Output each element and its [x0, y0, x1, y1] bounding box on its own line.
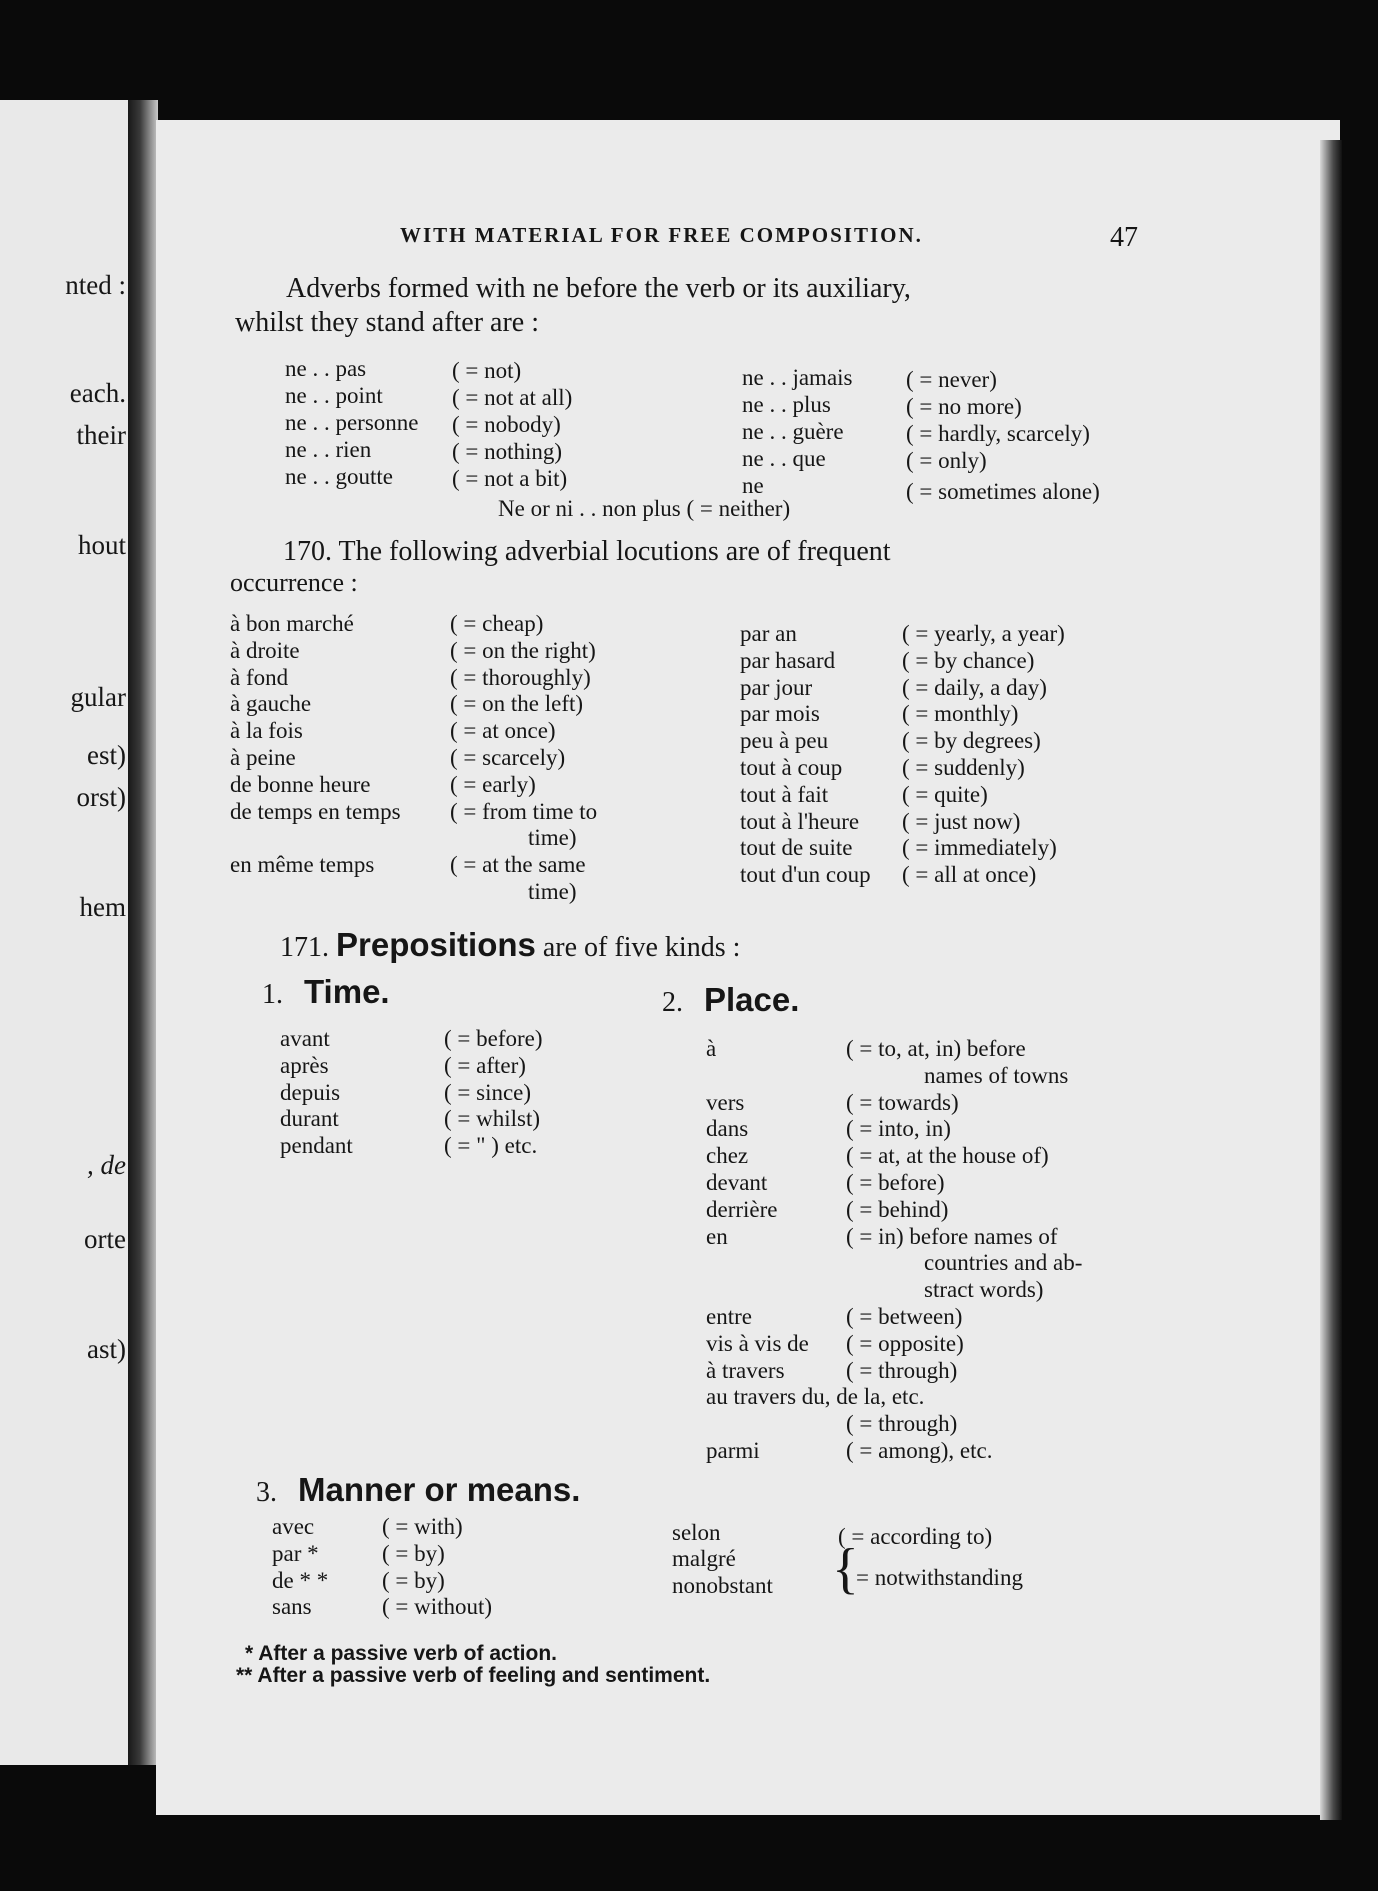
left-fragment: their — [76, 420, 126, 450]
entry-term: à travers — [706, 1357, 785, 1383]
entry-meaning: ( = on the left) — [450, 691, 584, 717]
entry-meaning: ( = at the same — [450, 852, 586, 878]
entry-meaning: ( = thoroughly) — [450, 664, 591, 690]
ne-term: ne . . jamais — [742, 365, 853, 390]
ne-term: ne . . rien — [285, 437, 372, 462]
entry-meaning: ( = on the right) — [450, 637, 596, 663]
entry-meaning: ( = by degrees) — [902, 728, 1041, 754]
entry-term: à — [706, 1036, 717, 1061]
entry-term: peu à peu — [740, 728, 829, 754]
entry-term: à fond — [230, 664, 289, 690]
entry-meaning: ( = by chance) — [902, 647, 1035, 673]
ne-term: ne . . point — [285, 383, 383, 408]
manner-meaning: ( = according to) — [838, 1524, 993, 1549]
entry-meaning: ( = among), etc. — [846, 1438, 993, 1463]
entry-term: derrière — [706, 1196, 778, 1222]
place-heading — [662, 983, 799, 1020]
entry-meaning: stract words) — [924, 1277, 1044, 1303]
entry-term: à bon marché — [230, 611, 354, 636]
ne-meaning: ( = never) — [906, 367, 997, 392]
entry-term: à gauche — [230, 691, 312, 717]
footnote: * After a passive verb of action. — [245, 1642, 557, 1665]
entry-meaning: ( = through) — [846, 1411, 958, 1437]
entry-term: par mois — [740, 701, 820, 727]
entry-term: de bonne heure — [230, 771, 371, 797]
entry-meaning: ( = after) — [444, 1052, 526, 1078]
entry-term: de temps en temps — [230, 798, 401, 824]
entry-meaning: ( = behind) — [846, 1196, 949, 1222]
entry-meaning: ( = between) — [846, 1304, 963, 1329]
entry-term: chez — [706, 1143, 749, 1169]
entry-term: au travers du, de la, etc. — [706, 1384, 925, 1410]
entry-meaning: ( = at once) — [450, 718, 556, 744]
running-header: WITH MATERIAL FOR FREE COMPOSITION. — [400, 223, 923, 247]
entry-meaning: ( = by) — [382, 1567, 445, 1593]
entry-meaning: ( = all at once) — [902, 862, 1037, 888]
manner-title: Manner or means. — [298, 1471, 581, 1508]
entry-meaning: time) — [528, 825, 577, 851]
entry-meaning: ( = just now) — [902, 808, 1021, 834]
ne-term: ne . . plus — [742, 392, 831, 417]
entry-meaning: names of towns — [924, 1062, 1069, 1088]
entry-meaning: ( = into, in) — [846, 1116, 951, 1142]
entry-term: en même temps — [230, 852, 375, 878]
left-page-fragment — [0, 100, 130, 1765]
left-fragment: hout — [77, 530, 126, 560]
entry-term: dans — [706, 1116, 749, 1142]
place-number: 2. — [662, 987, 683, 1018]
entry-meaning: ( = daily, a day) — [902, 674, 1047, 700]
entry-meaning: ( = through) — [846, 1357, 958, 1383]
time-number: 1. — [262, 979, 283, 1010]
entry-meaning: ( = without) — [382, 1594, 493, 1620]
section-171-heading — [280, 928, 740, 965]
section-number: 171. — [280, 932, 329, 963]
entry-term: tout à fait — [740, 781, 829, 807]
time-title: Time. — [304, 973, 390, 1010]
entry-term: tout à l'heure — [740, 808, 860, 834]
ne-term: ne . . guère — [742, 419, 844, 444]
entry-term: par an — [740, 621, 797, 646]
entry-meaning: ( = quite) — [902, 781, 988, 807]
prepositions-heading: Prepositions — [336, 926, 536, 963]
ne-meaning: ( = not a bit) — [452, 466, 568, 491]
ne-meaning: ( = sometimes alone) — [906, 479, 1100, 504]
intro-line: whilst they stand after are : — [235, 307, 540, 338]
entry-term: entre — [706, 1304, 752, 1329]
entry-term: à la fois — [230, 718, 303, 744]
entry-meaning: ( = by) — [382, 1540, 445, 1566]
manner-term: nonobstant — [672, 1573, 773, 1598]
ne-meaning: ( = not at all) — [452, 385, 573, 410]
entry-term: à droite — [230, 637, 300, 663]
ne-term: ne . . goutte — [285, 464, 393, 489]
entry-term: parmi — [706, 1438, 760, 1463]
entry-term: vis à vis de — [706, 1330, 809, 1356]
left-fragment: gular — [70, 682, 126, 712]
entry-meaning: ( = before) — [444, 1026, 543, 1051]
entry-term: tout d'un coup — [740, 862, 871, 888]
entry-meaning: ( = suddenly) — [902, 755, 1025, 780]
manner-term: malgré — [672, 1546, 736, 1571]
entry-term: avec — [272, 1514, 315, 1539]
entry-meaning: ( = opposite) — [846, 1330, 964, 1356]
entry-term: tout de suite — [740, 835, 853, 861]
ne-term: ne . . pas — [285, 356, 367, 381]
ne-meaning: ( = no more) — [906, 394, 1022, 419]
left-fragment: ast) — [87, 1334, 126, 1364]
entry-meaning: ( = before) — [846, 1170, 945, 1195]
entry-meaning: ( = in) before names of — [846, 1223, 1058, 1249]
entry-term: après — [280, 1052, 329, 1078]
left-fragment: each. — [69, 378, 126, 408]
left-fragment: hem — [79, 892, 126, 922]
left-fragment: orst) — [76, 782, 126, 812]
place-title: Place. — [704, 981, 800, 1018]
entry-meaning: ( = towards) — [846, 1089, 959, 1115]
left-fragment: , de — [87, 1150, 126, 1180]
entry-term: par jour — [740, 674, 813, 700]
section-170-line: 170. The following adverbial locutions are of frequent — [283, 536, 891, 567]
book-spine — [128, 100, 158, 1765]
entry-meaning: ( = whilst) — [444, 1106, 541, 1132]
brace-icon: { — [832, 1538, 859, 1600]
entry-meaning: ( = cheap) — [450, 611, 544, 636]
manner-heading — [256, 1473, 580, 1510]
entry-term: pendant — [280, 1133, 353, 1159]
entry-term: à peine — [230, 745, 296, 770]
entry-meaning: ( = monthly) — [902, 701, 1019, 727]
page-edge — [1320, 140, 1342, 1820]
ne-meaning: ( = only) — [906, 448, 987, 473]
ne-meaning: ( = hardly, scarcely) — [906, 421, 1090, 446]
entry-term: vers — [706, 1089, 745, 1115]
entry-term: sans — [272, 1594, 312, 1620]
manner-meaning: = notwithstanding — [856, 1565, 1023, 1590]
intro-line: Adverbs formed with ne before the verb or its auxiliary, — [286, 273, 911, 304]
ne-meaning: ( = nothing) — [452, 439, 563, 464]
entry-term: depuis — [280, 1079, 341, 1105]
manner-term: selon — [672, 1520, 721, 1545]
entry-term: devant — [706, 1170, 768, 1195]
entry-term: en — [706, 1223, 728, 1249]
left-fragment: orte — [84, 1224, 126, 1254]
manner-number: 3. — [256, 1477, 277, 1508]
entry-meaning: ( = early) — [450, 771, 536, 797]
ne-neither: Ne or ni . . non plus ( = neither) — [498, 496, 791, 521]
entry-term: avant — [280, 1026, 330, 1051]
ne-meaning: ( = not) — [452, 358, 522, 383]
entry-term: de * * — [272, 1567, 329, 1593]
entry-meaning: time) — [528, 879, 577, 904]
entry-term: durant — [280, 1106, 339, 1132]
entry-meaning: ( = since) — [444, 1079, 532, 1105]
entry-meaning: ( = with) — [382, 1514, 463, 1539]
section-170-line: occurrence : — [230, 568, 358, 597]
entry-meaning: ( = to, at, in) before — [846, 1036, 1026, 1061]
entry-meaning: ( = from time to — [450, 798, 598, 824]
entry-term: tout à coup — [740, 755, 843, 780]
entry-term: par hasard — [740, 647, 836, 673]
entry-meaning: ( = scarcely) — [450, 745, 566, 770]
entry-meaning: countries and ab- — [924, 1250, 1083, 1276]
ne-meaning: ( = nobody) — [452, 412, 561, 437]
time-heading — [262, 975, 390, 1012]
ne-term: ne . . que — [742, 446, 826, 471]
left-fragment: nted : — [65, 270, 126, 300]
entry-meaning: ( = at, at the house of) — [846, 1143, 1049, 1169]
left-fragment: est) — [87, 740, 126, 770]
section-171-rest: are of five kinds : — [542, 932, 741, 963]
page-number: 47 — [1110, 222, 1138, 253]
entry-meaning: ( = " ) etc. — [444, 1133, 538, 1159]
ne-term: ne . . personne — [285, 410, 419, 435]
ne-term: ne — [742, 473, 764, 498]
entry-meaning: ( = immediately) — [902, 835, 1057, 861]
entry-meaning: ( = yearly, a year) — [902, 621, 1065, 646]
entry-term: par * — [272, 1540, 319, 1566]
footnote: ** After a passive verb of feeling and sentiment. — [236, 1664, 711, 1687]
